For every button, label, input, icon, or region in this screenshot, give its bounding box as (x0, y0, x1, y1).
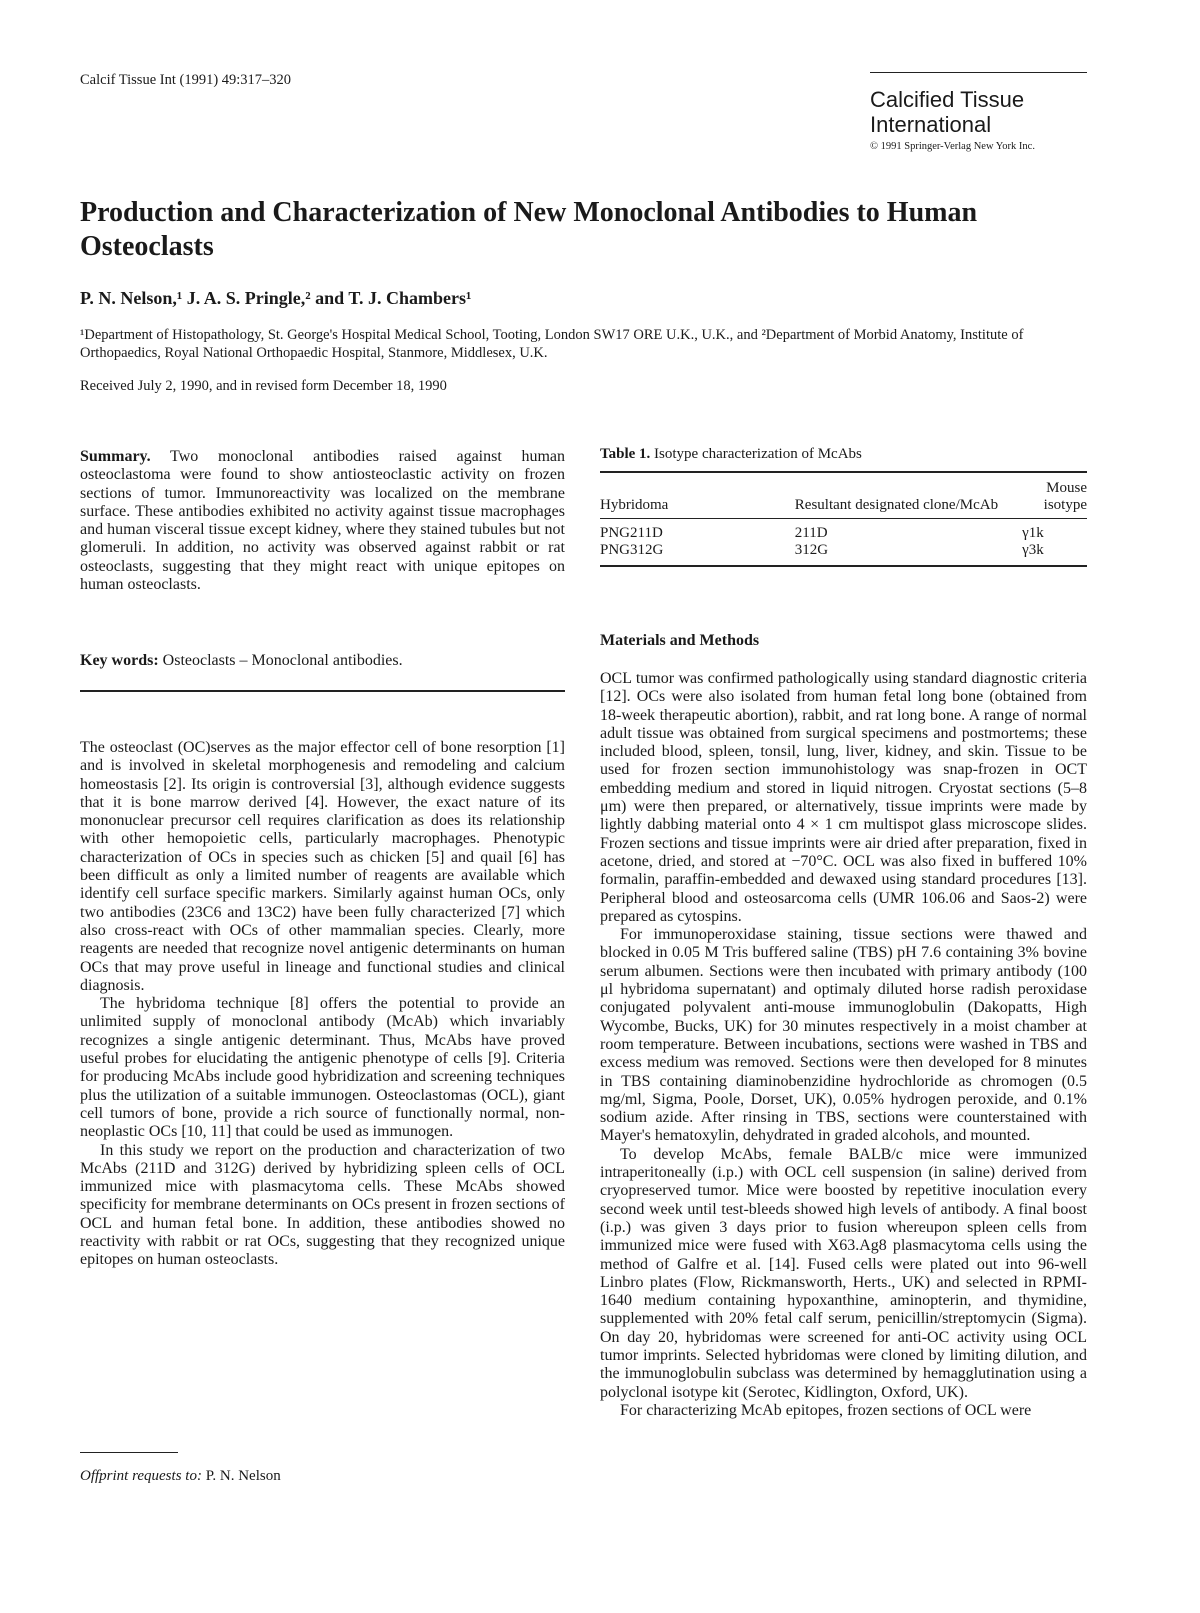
footnote-divider (80, 1452, 178, 1453)
table-caption-text: Isotype characterization of McAbs (650, 446, 862, 462)
table-1 (600, 446, 1087, 567)
paragraph: To develop McAbs, female BALB/c mice were immunized intraperitoneally (i.p.) with OCL cell suspension (in saline) derived from cryopreserved tumor. Mice were boosted by repetitive inoculation every second week until test-bleeds showed high levels of antibody. A final boost (i.p.) was given 3 days prior to fusion whereupon spleen cells from immunized mice were fused with X63.Ag8 plasmacytoma cells using the method of Galfre et al. [14]. Fused cells were plated out into 96-well Linbro plates (Flow, Rickmansworth, Herts., UK) and selected in RPMI-1640 medium containing hypoxanthine, aminopterin, and thymidine, supplemented with 20% fetal calf serum, penicillin/streptomycin (Sigma). On day 20, hybridomas were screened for anti-OC activity using OCL tumor imprints. Selected hybridomas were cloned by limiting dilution, and the immunoglobulin subclass was determined by hemagglutination using a polyclonal isotype kit (Serotec, Kidlington, Oxford, UK). (600, 1145, 1087, 1401)
paragraph: For characterizing McAb epitopes, frozen sections of OCL were (620, 1401, 1032, 1419)
received-date: Received July 2, 1990, and in revised form December 18, 1990 (80, 378, 447, 394)
table-header-row (600, 472, 1087, 519)
authors: P. N. Nelson,¹ J. A. S. Pringle,² and T. J. Chambers¹ (80, 288, 472, 308)
summary-text: Two monoclonal antibodies raised against human osteoclastoma were found to show antiosteoclastic activity on frozen sections of tumor. Immunoreactivity was localized on the membrane surface. These antibodies exhibited no activity against tissue macrophages and human visceral tissue except kidney, where they stained tubules but not glomeruli. In addition, no activity was observed against rabbit or rat osteoclasts, suggesting that they might react with unique epitopes on human osteoclasts. (80, 448, 565, 594)
table-row (600, 542, 1087, 566)
journal-brand (870, 72, 1087, 152)
table-cell: PNG312G (600, 542, 664, 558)
paragraph: For immunoperoxidase staining, tissue sections were thawed and blocked in 0.05 M Tris buffered saline (TBS) pH 7.6 containing 3% bovine serum albumen. Sections were then incubated with primary antibody (100 μl hybridoma supernatant) and optimaly diluted horse radish peroxidase conjugated polyvalent anti-mouse immunoglobulin (Dakopatts, High Wycombe, Bucks, UK) for 30 minutes respectively in a moist chamber at room temperature. Between incubations, sections were washed in TBS and excess medium was removed. Sections were then developed for 8 minutes in TBS containing diaminobenzidine hydrochloride as chromogen (0.5 mg/ml, Sigma, Poole, Dorset, UK), 0.05% hydrogen peroxide, and 0.1% sodium azide. After rinsing in TBS, sections were counterstained with Mayer's hematoxylin, dehydrated in graded alcohols, and mounted. (600, 926, 1087, 1145)
table-cell: γ1k (1022, 525, 1044, 541)
copyright: © 1991 Springer-Verlag New York Inc. (870, 141, 1035, 152)
table-cell: PNG211D (600, 525, 663, 541)
table-row (600, 519, 1087, 543)
offprint-name: P. N. Nelson (201, 1468, 281, 1484)
table-cell: 312G (794, 542, 829, 558)
summary (80, 448, 565, 594)
divider (80, 690, 565, 692)
offprint-label: Offprint requests to: (80, 1468, 202, 1484)
offprint-note (80, 1468, 281, 1485)
journal-citation: Calcif Tissue Int (1991) 49:317–320 (80, 72, 292, 88)
methods-section (600, 670, 1087, 1420)
keywords-label: Key words: (80, 652, 159, 669)
paragraph: The osteoclast (OC)serves as the major effector cell of bone resorption [1] and is involved in skeletal morphogenesis and remodeling and calcium homeostasis [2]. Its origin is controversial [3], although evidence suggests that it is bone marrow derived [4]. However, the exact nature of its mononuclear precursor cell requires clarification as does its relationship with other hemopoietic cells, particularly macrophages. Phenotypic characterization of OCs in species such as chicken [5] and quail [6] has been difficult as only a limited number of reagents are available which identify cell surface specific markers. Similarly against human OCs, only two antibodies (23C6 and 13C2) have been fully characterized [7] which also cross-react with OCs of other mammalian species. Clearly, more reagents are needed that recognize novel antigenic determinants on human OCs that may prove useful in lineage and functional studies and clinical diagnosis. (80, 739, 565, 994)
isotype-table (600, 471, 1087, 567)
table-caption (600, 446, 1087, 463)
column-header: Mouse isotype (1043, 480, 1087, 513)
summary-label: Summary. (80, 448, 151, 465)
table-cell: 211D (794, 525, 828, 541)
journal-name-line2: International (870, 112, 992, 137)
column-header: Resultant designated clone/McAb (794, 497, 999, 513)
table-caption-label: Table 1. (600, 446, 651, 462)
introduction (80, 739, 565, 1270)
keywords-text: Osteoclasts – Monoclonal antibodies. (158, 652, 403, 669)
table-cell: γ3k (1022, 542, 1044, 558)
column-header: Hybridoma (600, 497, 669, 513)
article-title: Production and Characterization of New Monoclonal Antibodies to Human Osteoclasts (80, 197, 978, 262)
paragraph: OCL tumor was confirmed pathologically using standard diagnostic criteria [12]. OCs were also isolated from human fetal long bone (obtained from 18-week therapeutic abortion), rabbit, and rat long bone. A range of normal adult tissue was obtained from surgical specimens and postmortems; these included blood, spleen, tonsil, lung, liver, kidney, and skin. Tissue to be used for frozen section immunohistology was snap-frozen in OCT embedding medium and stored in liquid nitrogen. Cryostat sections (5–8 μm) were then prepared, or alternatively, tissue imprints were made by lightly dabbing material onto 4 × 1 cm multispot glass microscope slides. Frozen sections and tissue imprints were air dried after preparation, fixed in acetone, dried, and stored at −70°C. OCL was also fixed in buffered 10% formalin, paraffin-embedded and dewaxed using standard procedures [13]. Peripheral blood and osteosarcoma cells (UMR 106.06 and Saos-2) were prepared as cytospins. (600, 670, 1087, 925)
section-heading: Materials and Methods (600, 632, 760, 649)
paragraph: The hybridoma technique [8] offers the potential to provide an unlimited supply of monoclonal antibody (McAb) which invariably recognizes a single antigenic determinant. Thus, McAbs have proved useful probes for elucidating the antigenic phenotype of cells [9]. Criteria for producing McAbs include good hybridization and screening techniques plus the utilization of a suitable immunogen. Osteoclastomas (OCL), giant cell tumors of bone, provide a rich source of functionally normal, non-neoplastic OCs [10, 11] that could be used as immunogen. (80, 995, 565, 1141)
affiliations: ¹Department of Histopathology, St. George's Hospital Medical School, Tooting, London SW17 ORE U.K., U.K., and ²Department of Morbid Anatomy, Institute of Orthopaedics, Royal National Orthopaedic Hospital, Stanmore, Middlesex, U.K. (80, 327, 1024, 361)
journal-name-line1: Calcified Tissue (870, 87, 1025, 112)
journal-name (870, 87, 1087, 137)
keywords (80, 652, 565, 670)
paragraph: In this study we report on the production and characterization of two McAbs (211D and 312G) derived by hybridizing spleen cells of OCL immunized mice with plasmacytoma cells. These McAbs showed specificity for membrane determinants on OCs present in frozen sections of OCL and human fetal bone. In addition, these antibodies showed no reactivity with rabbit or rat OCs, suggesting that they recognized unique epitopes on human osteoclasts. (80, 1141, 565, 1269)
